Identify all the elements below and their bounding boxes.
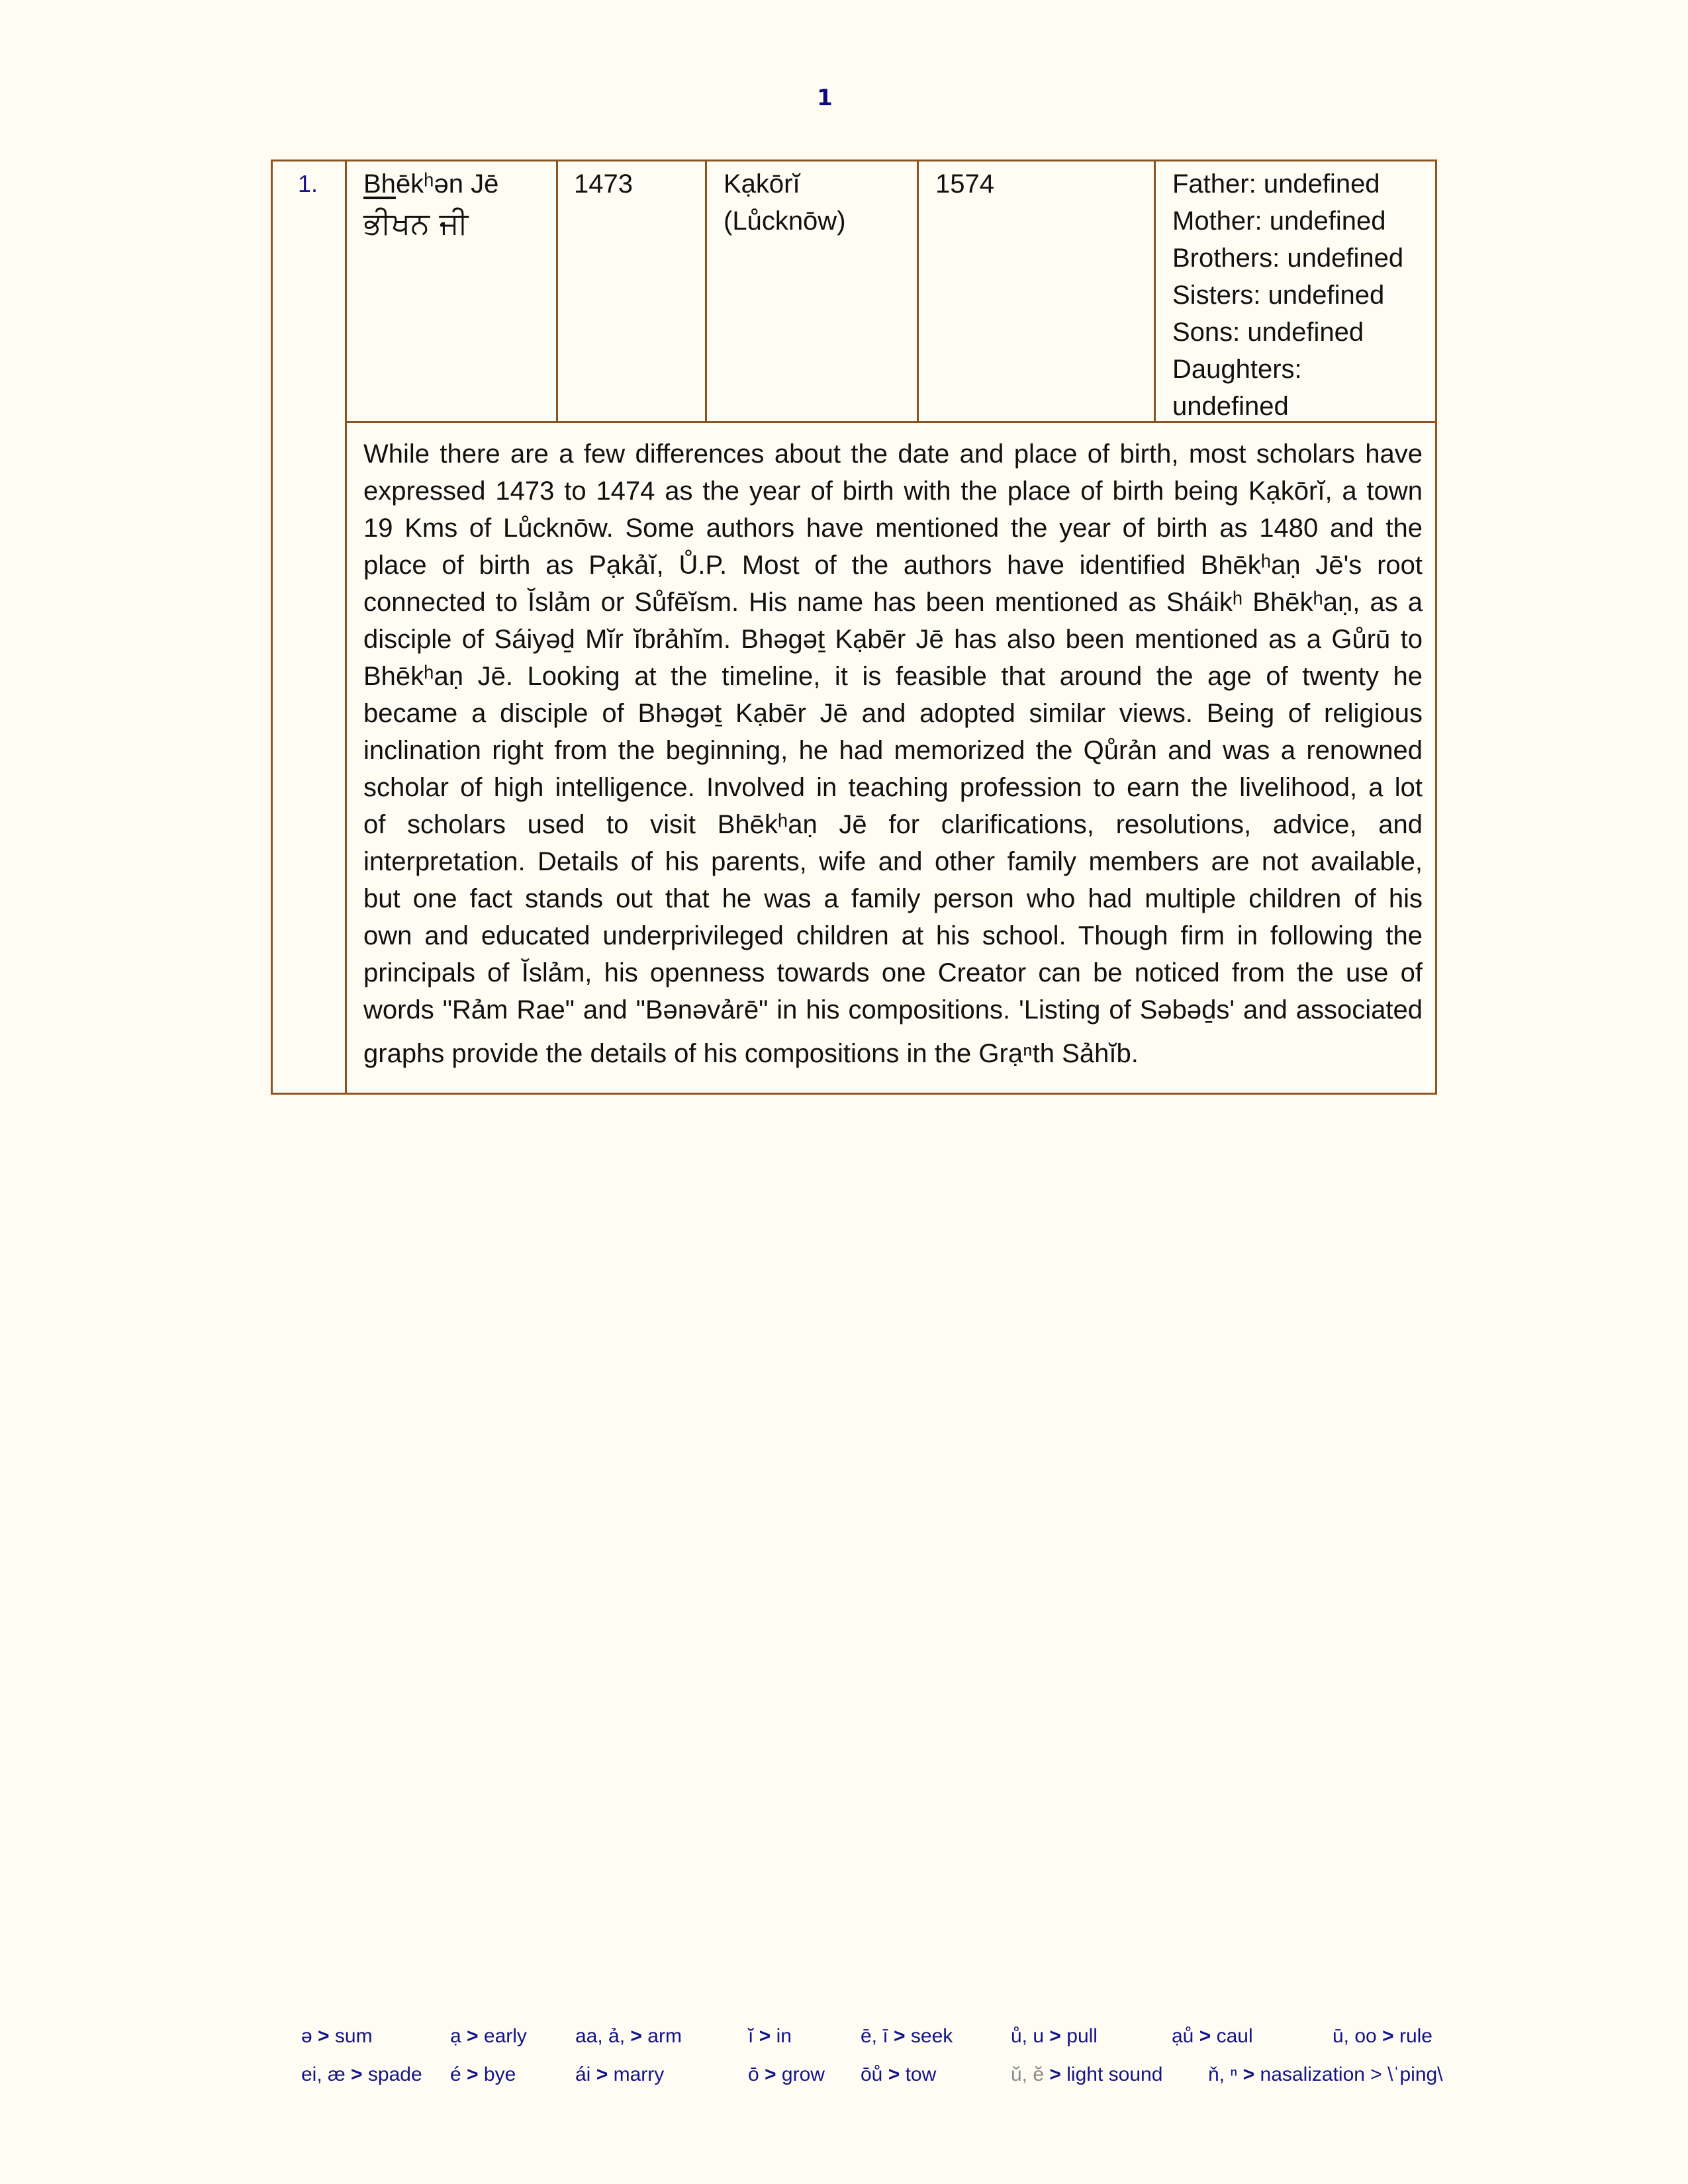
- biography-line: became a disciple of Bhəgəṯ Kạbēr Jē and adopted similar views. Being of religious: [363, 699, 1423, 728]
- biography-line: connected to Ĭslảm or Sůfēĭsm. His name has been mentioned as Sháikʰ Bhēkʰaṇ, as a: [363, 588, 1423, 617]
- legend-item: ái > marry: [575, 2064, 665, 2085]
- biography-line: While there are a few differences about the date and place of birth, most scholars have: [363, 439, 1423, 469]
- name-underlined-part: Bh: [363, 169, 396, 199]
- family-daughters-value: undefined: [1172, 392, 1289, 421]
- biography-line: own and educated underprivileged children at his school. Though firm in following the: [363, 921, 1423, 950]
- name-gurmukhi: ਭੀਖਨ ਜੀ: [363, 205, 469, 241]
- biography-line: words "Rảm Rae" and "Bənəvảrē" in his compositions. 'Listing of Səbəḏs' and associated: [363, 995, 1423, 1024]
- family-daughters: Daughters:: [1172, 355, 1302, 384]
- family-brothers: Brothers: undefined: [1172, 244, 1404, 273]
- family-father: Father: undefined: [1172, 169, 1380, 199]
- column-divider: [705, 161, 707, 421]
- name-cell: [363, 165, 552, 244]
- biography-line: principals of Ĭslảm, his openness towards one Creator can be noticed from the use of: [363, 958, 1423, 987]
- legend-item: ŭ, ĕ > light sound: [1011, 2064, 1163, 2085]
- biography-line: disciple of Sáiyəḏ Mĭr ĭbrảhĭm. Bhəgəṯ Kạbēr Jē has also been mentioned as a Gůrū to: [363, 625, 1423, 654]
- column-divider: [1154, 161, 1156, 421]
- legend-item: aa, ả, > arm: [575, 2025, 682, 2047]
- biography-line: place of birth as Pạkảĭ, Ů.P. Most of the authors have identified Bhēkʰaṇ Jē's root: [363, 551, 1423, 580]
- birth-year: 1473: [574, 169, 633, 199]
- column-divider: [917, 161, 919, 421]
- legend-item: ō > grow: [748, 2064, 825, 2085]
- legend-item: ů, u > pull: [1011, 2025, 1098, 2047]
- biography-line: inclination right from the beginning, he had memorized the Qůrản and was a renowned: [363, 736, 1423, 765]
- biography-paragraph: [363, 435, 1423, 1072]
- birth-place-town: Kạkōrĭ: [724, 169, 800, 199]
- family-cell: [1172, 165, 1403, 425]
- biography-line: of scholars used to visit Bhēkʰaṇ Jē for clarifications, resolutions, advice, and: [363, 810, 1423, 839]
- birth-place: [724, 165, 846, 240]
- legend-item: ĭ > in: [748, 2025, 792, 2047]
- serial-number: 1.: [298, 170, 318, 197]
- biography-line: 19 Kms of Lůcknōw. Some authors have mentioned the year of birth as 1480 and the: [363, 514, 1423, 543]
- family-mother: Mother: undefined: [1172, 206, 1386, 236]
- family-sons: Sons: undefined: [1172, 318, 1364, 347]
- biography-line: Bhēkʰaṇ Jē. Looking at the timeline, it is feasible that around the age of twenty he: [363, 662, 1423, 691]
- name-roman: [363, 165, 552, 203]
- legend-item: ạů > caul: [1172, 2025, 1253, 2047]
- legend-item: ōů > tow: [861, 2064, 937, 2085]
- biography-line: expressed 1473 to 1474 as the year of birth with the place of birth being Kạkōrĭ, a town: [363, 477, 1423, 506]
- name-rest: ēkʰən Jē: [395, 169, 499, 199]
- legend-item: ei, æ > spade: [301, 2064, 422, 2085]
- legend-item: ə > sum: [301, 2025, 373, 2047]
- page-number: 1: [817, 85, 833, 111]
- legend-item: ň, ⁿ > nasalization > \ˈping\: [1208, 2064, 1443, 2085]
- death-year: 1574: [935, 169, 994, 199]
- family-sisters: Sisters: undefined: [1172, 281, 1385, 310]
- biography-line: graphs provide the details of his compositions in the Grạⁿth Sảhĭb.: [363, 1039, 1139, 1068]
- legend-item: ạ > early: [450, 2025, 527, 2047]
- biography-line: interpretation. Details of his parents, wife and other family members are not available,: [363, 847, 1423, 876]
- legend-item: ū, oo > rule: [1333, 2025, 1432, 2047]
- biography-line: but one fact stands out that he was a family person who had multiple children of his: [363, 884, 1423, 913]
- biography-entry-table: [271, 159, 1437, 1095]
- birth-place-region: (Lůcknōw): [724, 206, 846, 236]
- column-divider: [345, 161, 347, 1093]
- biography-line: scholar of high intelligence. Involved in teaching profession to earn the livelihood, a lot: [363, 773, 1423, 802]
- legend-item: ē, ī > seek: [861, 2025, 953, 2047]
- legend-item: é > bye: [450, 2064, 516, 2085]
- column-divider: [556, 161, 558, 421]
